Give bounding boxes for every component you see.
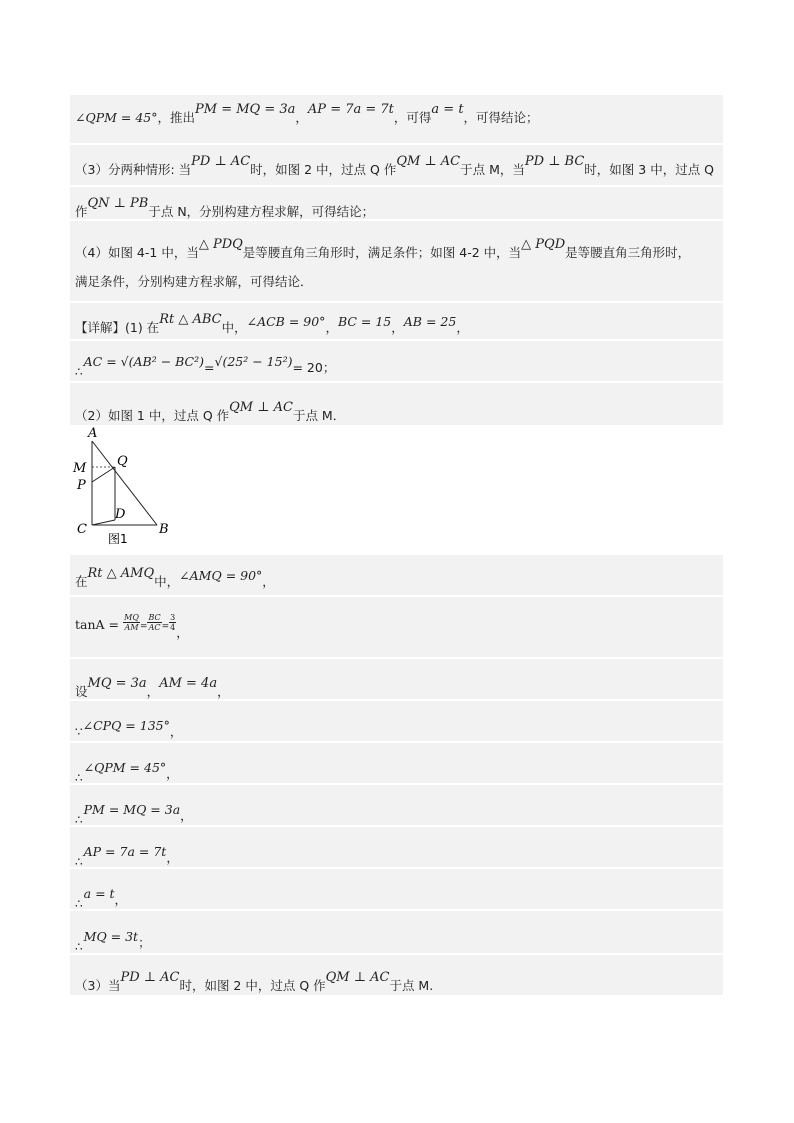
text: 时，如图 3 中，过点 Q — [584, 162, 715, 177]
text: 于点 M． — [292, 408, 346, 423]
label-A: A — [88, 426, 98, 441]
text: ， — [391, 320, 404, 335]
therefore-symbol: ∴ — [75, 813, 83, 827]
math-expr: MQ = 3a — [87, 676, 147, 691]
fraction-mq-am: $\frac{MQ}{AM}$ — [124, 613, 139, 632]
text: ， — [180, 808, 193, 823]
label-B: B — [159, 522, 169, 537]
math-expr: QM ⊥ AC — [396, 154, 461, 169]
text: 中， — [221, 320, 247, 335]
math-expr: Rt △ ABC — [159, 312, 222, 327]
math-expr: ∠QPM = 45° — [75, 110, 158, 125]
math-expr: PD ⊥ AC — [120, 970, 180, 985]
solution-line-13 — [75, 760, 179, 785]
text: 时，如图 2 中，过点 Q 作 — [250, 162, 397, 177]
solution-line-12 — [75, 718, 183, 740]
solution-line-15 — [75, 844, 179, 869]
text: 时，如图 2 中，过点 Q 作 — [179, 978, 326, 993]
fraction-bc-ac: $\frac{BC}{AC}$ — [148, 613, 161, 632]
figure-1-diagram — [70, 425, 180, 550]
math-expr: AP = 7a = 7t — [307, 102, 394, 117]
equals: = — [139, 622, 148, 632]
label-P: P — [77, 478, 86, 493]
math-expr: ∠ACB = 90° — [246, 314, 326, 329]
math-expr: a = t — [83, 886, 115, 901]
figure-caption: 图1 — [108, 532, 128, 546]
text: ，可得 — [393, 110, 432, 125]
text: ， — [325, 320, 338, 335]
math-expr: PM = MQ = 3a — [195, 102, 296, 117]
text: ， — [166, 766, 179, 781]
math-expr: AC = √(AB² − BC²) — [83, 354, 205, 369]
solution-line-3 — [75, 196, 375, 220]
math-expr: BC = 15 — [337, 314, 392, 329]
solution-line-17 — [75, 929, 151, 954]
label-Q: Q — [117, 454, 128, 469]
math-expr: QN ⊥ PB — [87, 196, 149, 211]
math-expr: √(25² − 15²) — [214, 354, 293, 369]
text-band — [70, 869, 723, 909]
text: 满足条件，分别构建方程求解，可得结论． — [75, 274, 313, 289]
solution-line-5 — [75, 272, 313, 290]
math-expr: ∠CPQ = 135° — [82, 718, 170, 733]
therefore-symbol: ∴ — [75, 940, 83, 954]
solution-line-2 — [75, 154, 715, 178]
label-M: M — [73, 461, 87, 476]
math-expr: MQ = 3t — [83, 929, 139, 944]
text: 设 — [75, 684, 88, 699]
text: 在 — [75, 574, 88, 589]
text: ， — [456, 320, 469, 335]
therefore-symbol: ∴ — [75, 897, 83, 911]
solution-line-6 — [75, 312, 469, 336]
text: （3）分两种情形: 当 — [75, 162, 192, 177]
because-symbol: ∵ — [75, 725, 83, 739]
text: ，可得结论； — [463, 110, 539, 125]
text: 于点 M，当 — [460, 162, 525, 177]
text: ，推出 — [157, 110, 196, 125]
solution-line-14 — [75, 802, 193, 827]
text: 于点 M. — [389, 978, 434, 993]
text: 【详解】(1) 在 — [75, 320, 160, 335]
text: （4）如图 4-1 中，当 — [75, 245, 199, 260]
text-band — [70, 911, 723, 953]
label-C: C — [77, 522, 87, 537]
therefore-symbol: ∴ — [75, 771, 83, 785]
text: ， — [169, 724, 183, 739]
math-expr: QM ⊥ AC — [229, 400, 293, 415]
text: ， — [176, 625, 189, 640]
solution-line-8 — [75, 400, 346, 424]
text: ， — [146, 684, 160, 699]
text: 是等腰直角三角形时， — [565, 245, 691, 260]
label-D: D — [115, 507, 126, 522]
text: （3）当 — [75, 978, 121, 993]
text: 于点 N，分别构建方程求解，可得结论； — [148, 204, 375, 219]
solution-line-11 — [75, 676, 230, 700]
math-expr: AB = 25 — [403, 314, 457, 329]
therefore-symbol: ∴ — [75, 855, 83, 869]
fraction-3-4: $\frac{3}{4}$ — [170, 613, 176, 632]
solution-line-7 — [75, 354, 336, 379]
solution-line-18 — [75, 970, 434, 994]
text: 作 — [75, 204, 88, 219]
math-expr: AP = 7a = 7t — [83, 844, 167, 859]
therefore-symbol: ∴ — [75, 365, 83, 379]
solution-line-4 — [75, 237, 691, 261]
math-expr: PM = MQ = 3a — [83, 802, 181, 817]
text: ， — [166, 850, 179, 865]
math-expr: AM = 4a — [159, 676, 218, 691]
math-expr: ∠QPM = 45° — [83, 760, 167, 775]
math-expr: PD ⊥ AC — [191, 154, 251, 169]
math-expr: △ PDQ — [198, 237, 243, 252]
text: （2）如图 1 中，过点 Q 作 — [75, 408, 230, 423]
text: ， — [295, 110, 308, 125]
math-expr: Rt △ AMQ — [87, 566, 155, 581]
math-expr: QM ⊥ AC — [325, 970, 390, 985]
equals: = — [161, 622, 170, 632]
text: = 20； — [292, 360, 336, 375]
text: ， — [114, 892, 128, 907]
math-expr: a = t — [431, 102, 464, 117]
solution-line-9 — [75, 566, 275, 590]
text: 是等腰直角三角形时，满足条件；如图 4-2 中，当 — [242, 245, 522, 260]
math-expr: ∠AMQ = 90° — [179, 568, 263, 583]
math-expr: △ PQD — [521, 237, 566, 252]
text: ， — [262, 574, 275, 589]
solution-line-16 — [75, 886, 128, 911]
text: = — [204, 360, 215, 375]
text: 中， — [154, 574, 180, 589]
math-expr: tanA = — [75, 617, 120, 632]
text: ； — [138, 935, 151, 950]
text: ， — [217, 684, 230, 699]
solution-line-10 — [75, 613, 189, 640]
solution-line-1 — [75, 102, 539, 126]
math-expr: PD ⊥ BC — [524, 154, 585, 169]
